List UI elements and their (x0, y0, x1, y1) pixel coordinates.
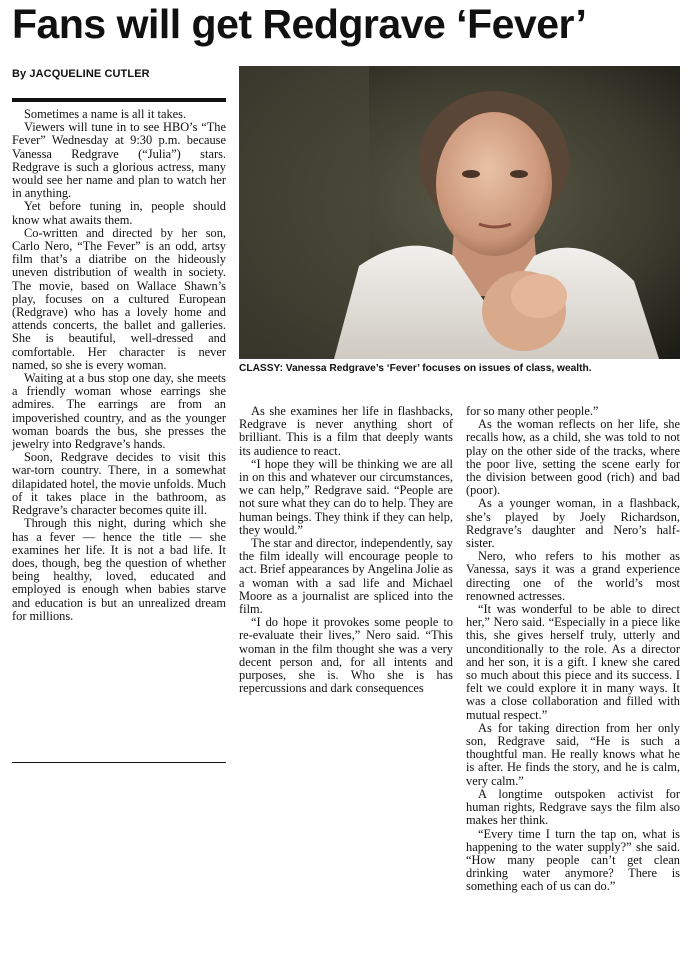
paragraph: A longtime outspoken activist for human rights, Redgrave says the film also makes her think. (466, 786, 680, 828)
portrait-image (239, 66, 680, 359)
headline: Fans will get Redgrave ‘Fever’ (12, 1, 587, 47)
paragraph: “I do hope it provokes some people to re-evaluate their lives,” Nero said. “This woman in the film thought she was a very decent person and, for all intents and purposes, she is. Who she is has repercussions and dark consequences (239, 615, 453, 696)
paragraph: Yet before tuning in, people should know what awaits them. (12, 199, 226, 227)
paragraph: “Every time I turn the tap on, what is happening to the water supply?” she said. “How many people can’t get clean drinking water anymore? There is something each of us can do.” (466, 826, 680, 894)
paragraph: As for taking direction from her only son, Redgrave said, “He is such a thoughtful man. He really knows what he is after. He finds the story, and he is calm, very calm.” (466, 720, 680, 788)
column-rule-top (12, 98, 226, 102)
paragraph: Through this night, during which she has a fever — hence the title — she examines her life. It is not a bad life. It does, though, beg the question of whether being healthy, loved, educated and employed is enough when babies starve and education is but an unrealized dream for millions. (12, 516, 226, 623)
paragraph: As she examines her life in flashbacks, Redgrave is never anything short of brilliant. This is a film that deeply wants its audience to react. (239, 404, 453, 458)
paragraph: Waiting at a bus stop one day, she meets a friendly woman whose earrings she admires. The earrings are from an impoverished country, and as the younger woman boards the bus, she presses the jewelry into Redgrave’s hands. (12, 371, 226, 452)
paragraph: “It was wonderful to be able to direct her,” Nero said. “Especially in a piece like this, she gives herself truly, utterly and unconditionally to the role. As a director and her son, it is a gift. I knew she cared so much about this piece and its success. I felt we could explore it in many ways. It was a close collaboration and filled with mutual respect.” (466, 602, 680, 722)
article-column-3 (466, 405, 680, 894)
article-column-2 (239, 405, 453, 695)
photo-caption: CLASSY: Vanessa Redgrave’s ‘Fever’ focuses on issues of class, wealth. (239, 363, 592, 374)
paragraph: Co-written and directed by her son, Carlo Nero, “The Fever” is an odd, artsy film that’s a diatribe on the hideously uneven distribution of wealth in society. The movie, based on Wallace Shawn’s play, focuses on a cultured European (Redgrave) who has a lovely home and attends concerts, the ballet and galleries. She is beautiful, well-dressed and comfortable. Her character is never named, so she is every woman. (12, 225, 226, 372)
paragraph: As a younger woman, in a flashback, she’s played by Joely Richardson, Redgrave’s daughter and Nero’s half-sister. (466, 496, 680, 551)
paragraph: As the woman reflects on her life, she recalls how, as a child, she was told to not play on the other side of the tracks, where the poor live, setting the scene early for the division between good (rich) and bad (poor). (466, 417, 680, 498)
byline: By JACQUELINE CUTLER (12, 68, 150, 80)
paragraph: Soon, Redgrave decides to visit this war-torn country. There, in a somewhat dilapidated hotel, the movie unfolds. Much of it takes place in the bathroom, as Redgrave’s character becomes quite ill. (12, 450, 226, 518)
paragraph: for so many other people.” (466, 404, 599, 418)
article-column-1 (12, 108, 226, 623)
paragraph: Nero, who refers to his mother as Vanessa, says it was a grand experience directing one of the world’s most renowned actresses. (466, 549, 680, 603)
column-rule-bottom (12, 762, 226, 763)
photo-vanessa-redgrave (239, 66, 680, 359)
paragraph: Sometimes a name is all it takes. (24, 107, 187, 121)
paragraph: “I hope they will be thinking we are all in on this and whatever our circumstances, we can help,” Redgrave said. “People are not sure what they can do to help. They are human beings. They think if they can help, they would.” (239, 456, 453, 537)
paragraph: Viewers will tune in to see HBO’s “The Fever” Wednesday at 9:30 p.m. because Vanessa Redgrave (“Julia”) stars. Redgrave is such a glorious actress, many would see her name and plan to watch her in anything. (12, 120, 226, 201)
paragraph: The star and director, independently, say the film ideally will encourage people to act. Brief appearances by Angelina Jolie as a woman with a sad life and Michael Moore as a journalist are spliced into the film. (239, 536, 453, 617)
